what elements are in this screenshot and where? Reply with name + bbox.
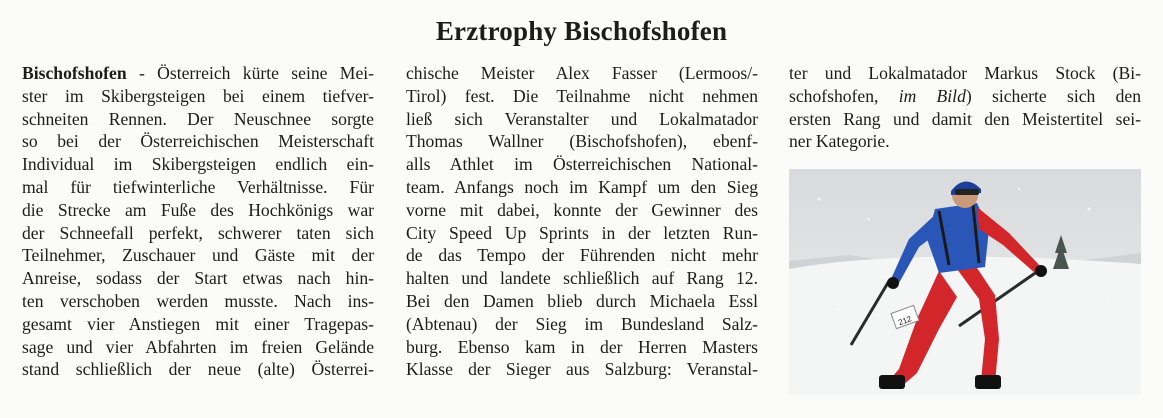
text-line: Bei den Damen blieb durch Michaela Essl <box>406 290 758 311</box>
text-line: burg. Ebenso kam in der Herren Masters <box>406 336 758 357</box>
text-line: schneiten Rennen. Der Neuschnee sorgte <box>22 108 374 129</box>
text-line: City Speed Up Sprints in der letzten Run- <box>406 222 758 243</box>
text-fragment: ) sicherte sich den <box>965 85 1141 106</box>
text-line: der Schneefall perfekt, schwerer taten sich <box>22 222 374 243</box>
text-line: Thomas Wallner (Bischofshofen), ebenf- <box>406 131 758 152</box>
text-line: gesamt vier Anstiegen mit einer Tragepas- <box>22 313 374 334</box>
text-line: halten und landete schließlich auf Rang 12. <box>406 268 758 289</box>
text-line: Anreise, sodass der Start etwas nach hin- <box>22 268 374 289</box>
text-line: Tirol) fest. Die Teilnahme nicht nehmen <box>406 85 758 106</box>
text-line: alls Athlet im Österreichischen National- <box>406 154 758 175</box>
headline: Erztrophy Bischofshofen <box>435 16 728 46</box>
text-line: ster im Skibergsteigen bei einem tiefver- <box>22 85 374 106</box>
column-3 <box>789 62 1141 153</box>
bib-number: 212 <box>897 314 913 328</box>
text-line: de das Tempo der Führenden nicht mehr <box>406 245 758 266</box>
text-line: ter und Lokalmatador Markus Stock (Bi- <box>789 63 1141 83</box>
text-line: sage und vier Abfahrten im freien Gelände <box>22 336 374 357</box>
ski-mountaineer-photo <box>789 169 1141 395</box>
text-line: (Abtenau) der Sieg im Bundesland Salz- <box>406 313 758 334</box>
text-line: team. Anfangs noch im Kampf um den Sieg <box>406 176 758 197</box>
text-line: stand schließlich der neue (alte) Österrei- <box>22 359 374 380</box>
text-line: ersten Rang und damit den Meistertitel sei- <box>789 108 1141 129</box>
lead-word: Bischofshofen <box>22 63 127 83</box>
column-1 <box>22 62 374 381</box>
text-fragment: - Österreich kürte seine Mei- <box>126 63 374 83</box>
text-line: Klasse der Sieger aus Salzburg: Veranstal- <box>406 359 758 380</box>
text-line: ten verschoben werden musste. Nach ins- <box>22 290 374 311</box>
column-2 <box>406 62 758 381</box>
text-line: die Strecke am Fuße des Hochkönigs war <box>22 199 374 220</box>
text-line: so bei der Österreichischen Meisterschaft <box>22 131 374 152</box>
text-line: ner Kategorie. <box>789 131 890 152</box>
text-line: Teilnehmer, Zuschauer und Gäste mit der <box>22 245 374 266</box>
text-fragment: schofshofen, <box>789 85 899 106</box>
photo-illustration <box>789 169 1141 395</box>
text-line: mal für tiefwinterliche Verhältnisse. Für <box>22 176 374 197</box>
text-line: vorne mit dabei, konnte der Gewinner des <box>406 199 758 220</box>
text-line: chische Meister Alex Fasser (Lermoos/- <box>406 63 758 83</box>
photo-reference: im Bild <box>898 85 966 106</box>
text-line <box>789 85 1141 108</box>
text-line: ließ sich Veranstalter und Lokalmatador <box>406 108 758 129</box>
text-line: Individual im Skibergsteigen endlich ein- <box>22 154 374 175</box>
text-line <box>22 62 374 85</box>
